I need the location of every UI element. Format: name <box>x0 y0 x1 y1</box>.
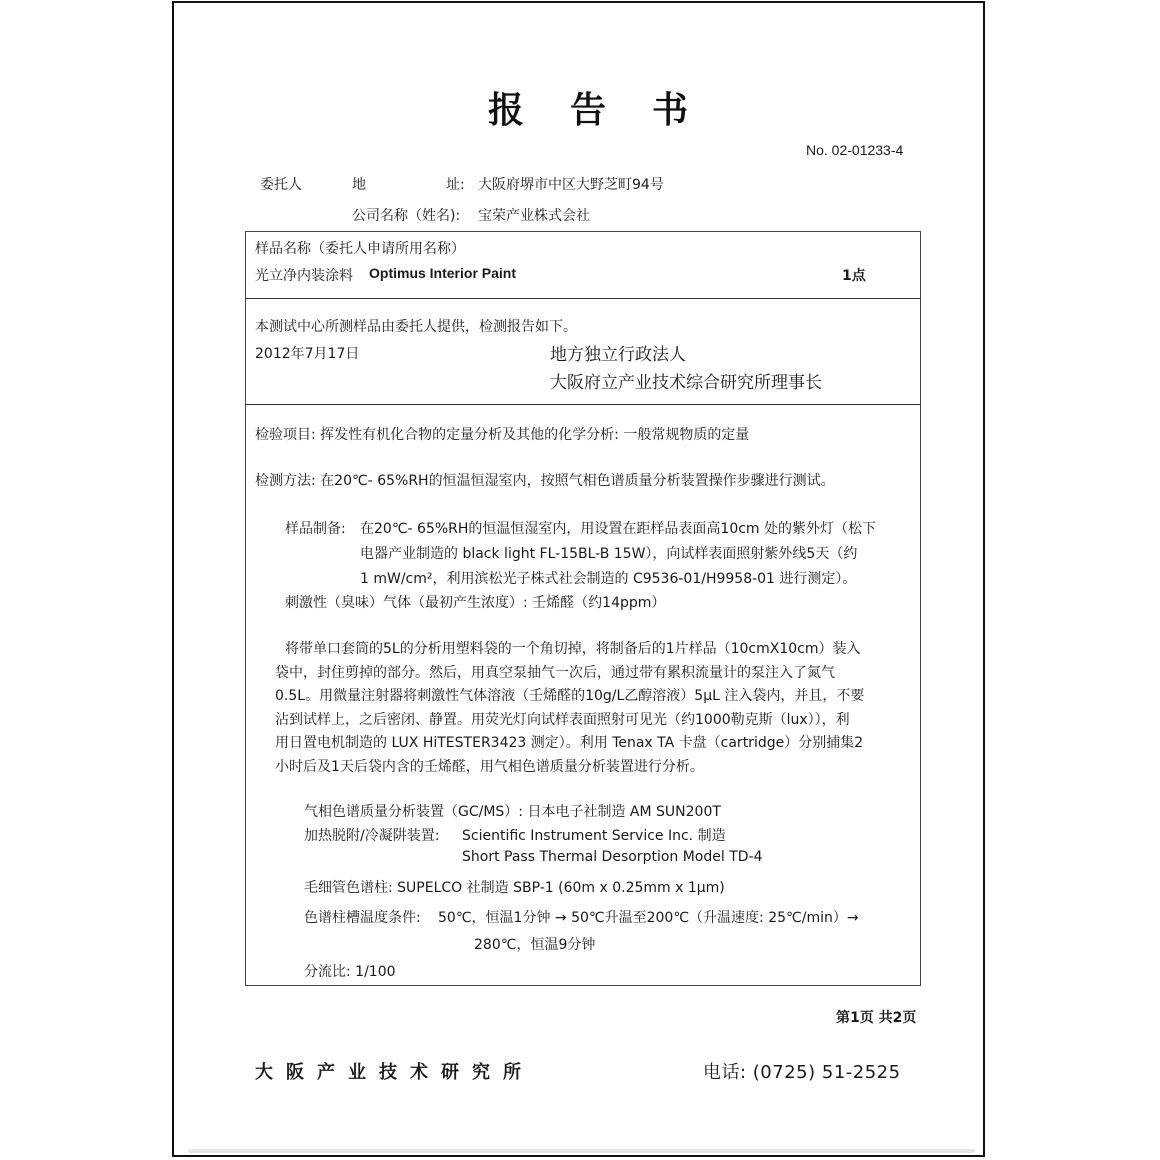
thermal-line-1: Scientific Instrument Service Inc. 制造 <box>462 828 726 844</box>
report-number: No. 02-01233-4 <box>806 142 904 158</box>
address-label-2: 址: <box>446 177 465 193</box>
sample-name-cn: 光立净内装涂料 <box>255 268 353 284</box>
prep-line: 1 mW/cm²，利用滨松光子株式社会制造的 C9536-01/H9958-01 进行测定）。 <box>360 571 857 587</box>
irritant-gas: 刺激性（臭味）气体（最初产生浓度）: 壬烯醛（约14ppm） <box>285 595 666 611</box>
sample-header: 样品名称（委托人申请所用名称） <box>255 241 465 257</box>
company-name: 宝荣产业株式会社 <box>478 208 590 224</box>
section-divider <box>245 404 921 405</box>
section-divider <box>245 298 921 299</box>
procedure-line: 沾到试样上，之后密闭、静置。用荧光灯向试样表面照射可见光（约1000勒克斯（lux）），利 <box>275 712 850 728</box>
oven-label: 色谱柱槽温度条件: <box>304 910 421 926</box>
footer-organization: 大阪产业技术研究所 <box>255 1062 534 1083</box>
horizontal-scrollbar[interactable] <box>188 1149 975 1153</box>
oven-line-1: 50℃，恒温1分钟 → 50℃升温至200℃（升温速度: 25℃/min）→ <box>438 910 859 926</box>
address-label-1: 地 <box>352 177 366 193</box>
procedure-line: 小时后及1天后袋内含的壬烯醛，用气相色谱质量分析装置进行分析。 <box>275 759 704 775</box>
statement-text: 本测试中心所测样品由委托人提供，检测报告如下。 <box>255 319 577 335</box>
thermal-line-2: Short Pass Thermal Desorption Model TD-4 <box>462 849 763 865</box>
test-method: 检测方法: 在20℃- 65%RH的恒温恒湿室内，按照气相色谱质量分析装置操作步骤进行测试。 <box>255 473 835 489</box>
gcms-equipment: 气相色谱质量分析装置（GC/MS）: 日本电子社制造 AM SUN200T <box>304 804 721 820</box>
sample-name-en: Optimus Interior Paint <box>369 265 517 281</box>
prep-label: 样品制备: <box>285 521 346 537</box>
page-indicator: 第1页 共2页 <box>836 1010 917 1026</box>
inspection-item: 检验项目: 挥发性有机化合物的定量分析及其他的化学分析: 一般常规物质的定量 <box>255 427 750 443</box>
procedure-line: 袋中，封住剪掉的部分。然后，用真空泵抽气一次后，通过带有累积流量计的泵注入了氮气 <box>275 665 835 681</box>
prep-line: 在20℃- 65%RH的恒温恒湿室内，用设置在距样品表面高10cm 处的紫外灯（松下 <box>360 521 877 537</box>
prep-line: 电器产业制造的 black light FL-15BL-B 15W），向试样表面照射紫外线5天（约 <box>360 546 858 562</box>
procedure-line: 将带单口套筒的5L的分析用塑料袋的一个角切掉，将制备后的1片样品（10cmX10cm）装入 <box>285 641 861 657</box>
issuer-line-2: 大阪府立产业技术综合研究所理事长 <box>550 373 822 393</box>
issuer-line-1: 地方独立行政法人 <box>550 345 686 365</box>
procedure-line: 用日置电机制造的 LUX HiTESTER3423 测定）。利用 Tenax TA 卡盘（cartridge）分别捕集2 <box>275 735 864 751</box>
thermal-label: 加热脱附/冷凝阱装置: <box>304 828 440 844</box>
document-title: 报告书 <box>488 90 735 131</box>
client-label: 委托人 <box>260 177 302 193</box>
procedure-line: 0.5L。用微量注射器将刺激性气体溶液（壬烯醛的10g/L乙醇溶液）5μL 注入袋内，并且，不要 <box>275 688 865 704</box>
oven-line-2: 280℃，恒温9分钟 <box>474 937 596 953</box>
client-address: 大阪府堺市中区大野芝町94号 <box>478 177 664 193</box>
footer-phone: 电话: (0725) 51-2525 <box>703 1062 901 1083</box>
company-label: 公司名称（姓名): <box>352 208 461 224</box>
sample-quantity: 1点 <box>842 268 866 284</box>
capillary-column: 毛细管色谱柱: SUPELCO 社制造 SBP-1 (60m x 0.25mm x 1μm) <box>304 880 725 896</box>
report-date: 2012年7月17日 <box>255 346 360 362</box>
split-ratio: 分流比: 1/100 <box>304 964 396 980</box>
